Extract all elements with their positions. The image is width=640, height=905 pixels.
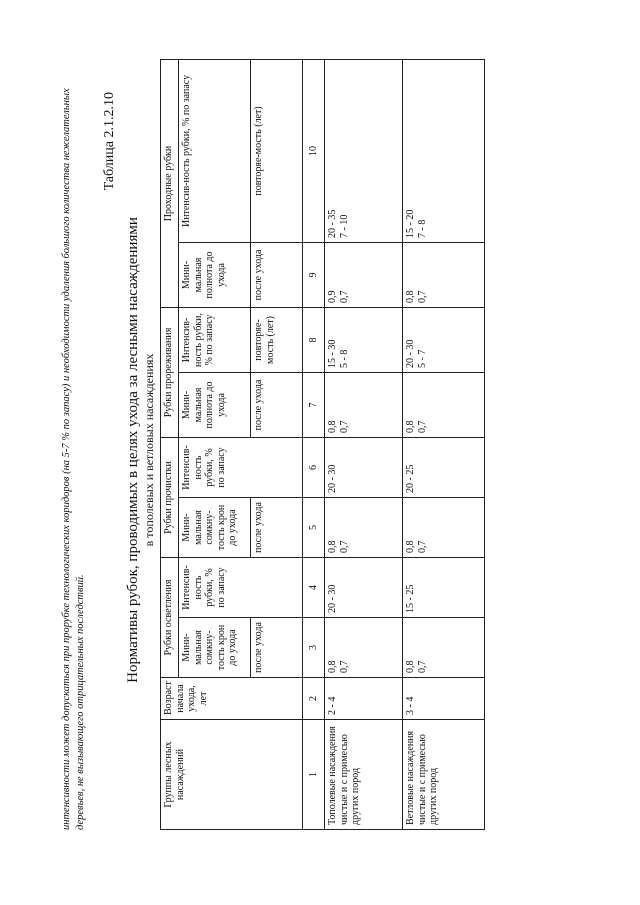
col-number: 4: [303, 558, 325, 618]
prored-after-header: после ухода: [251, 372, 303, 437]
cell-value: 0,8: [405, 540, 416, 553]
col-number: 2: [303, 678, 325, 720]
col-number: 5: [303, 498, 325, 558]
cell-value: 15 - 20: [405, 209, 416, 238]
cell-value: 0,8: [327, 420, 338, 433]
row-age: 3 - 4: [403, 678, 485, 720]
cell-value: 15 - 30: [327, 339, 338, 368]
caption-subtitle: в тополевых и ветловых насаждениях: [142, 353, 156, 547]
cell-value: 7 - 10: [338, 214, 350, 238]
osv-after-header: после ухода: [251, 618, 303, 678]
cell-pair: [403, 59, 485, 242]
cell-pair: [325, 498, 403, 558]
col-number: 9: [303, 242, 325, 307]
row-group-name: Ветловые насаждения чистые и с примесью других пород: [403, 720, 485, 830]
cell-value: 0,7: [338, 420, 350, 433]
cell-value: 0,7: [416, 420, 428, 433]
cell-value: 0,7: [338, 290, 350, 303]
cell-value: 20 - 30: [325, 558, 403, 618]
col-number: 3: [303, 618, 325, 678]
caption-title: Нормативы рубок, проводимых в целях ухода за лесными насаждениями: [125, 217, 141, 683]
prohod-rep-header: повторяе-мость (лет): [251, 59, 303, 242]
table-label: Таблица 2.1.2.10: [102, 92, 117, 191]
osv-min-header: Мини-мальная сомкну-тость крон до ухода: [179, 618, 251, 678]
cell-pair: [325, 59, 403, 242]
cell-pair: [403, 372, 485, 437]
cell-pair: [325, 242, 403, 307]
table-row: [325, 59, 403, 829]
prohod-min-header: Мини-мальная полнота до ухода: [179, 242, 251, 307]
cell-value: 0,8: [405, 660, 416, 673]
cell-pair: [403, 618, 485, 678]
cell-value: 20 - 30: [405, 339, 416, 368]
cell-pair: [325, 618, 403, 678]
proch-min-header: Мини-мальная сомкну-тость крон до ухода: [179, 498, 251, 558]
age-header: Возраст начала ухода, лет: [161, 678, 303, 720]
col-number: 8: [303, 307, 325, 372]
proch-int-header: Интенсив-ность рубки, % по запасу: [179, 437, 303, 497]
cell-value: 0,7: [416, 660, 428, 673]
prohod-after-header: после ухода: [251, 242, 303, 307]
cell-pair: [325, 372, 403, 437]
prohod-int-header: Интенсив-ность рубки, % по запасу: [179, 59, 251, 242]
row-group-name: Тополевые насаждения чистые и с примесью других пород: [325, 720, 403, 830]
cell-value: 20 - 30: [325, 437, 403, 497]
group-header: Группы лесных насаждений: [161, 720, 303, 830]
col-number: 1: [303, 720, 325, 830]
cell-value: 15 - 25: [403, 558, 485, 618]
row-age: 2 - 4: [325, 678, 403, 720]
col-number: 6: [303, 437, 325, 497]
col-number: 7: [303, 372, 325, 437]
cell-value: 5 - 8: [338, 349, 350, 368]
cell-value: 0,9: [327, 290, 338, 303]
table-row: [403, 59, 485, 829]
osv-int-header: Интенсив-ность рубки, % по запасу: [179, 558, 303, 618]
col-number: 10: [303, 59, 325, 242]
cell-value: 0,7: [338, 540, 350, 553]
cell-pair: [403, 307, 485, 372]
cell-value: 0,8: [405, 420, 416, 433]
prored-min-header: Мини-мальная полнота до ухода: [179, 372, 251, 437]
proch-after-header: после ухода: [251, 498, 303, 558]
category-header-osvetlenie: Рубки осветления: [161, 558, 179, 678]
prored-rep-header: повторяе-мость (лет): [251, 307, 303, 372]
cell-value: 5 - 7: [416, 349, 428, 368]
intro-paragraph: интенсивности может допускаться при прорубке технологических коридоров (на 5-7 % по запасу) и необходимости удаления большого количества нежелательных деревьев, не вызывающего отрицательных последствий.: [61, 88, 86, 830]
table-caption: [124, 75, 156, 825]
cell-value: 0,8: [327, 660, 338, 673]
column-number-row: [303, 59, 325, 829]
cell-pair: [403, 242, 485, 307]
cell-value: 0,7: [416, 290, 428, 303]
cell-value: 0,7: [416, 540, 428, 553]
cell-pair: [325, 307, 403, 372]
cell-value: 0,8: [405, 290, 416, 303]
category-header-prorezhivanie: Рубки прореживания: [161, 307, 179, 437]
prored-int-header: Интенсив-ность рубки, % по запасу: [179, 307, 251, 372]
cell-value: 20 - 25: [403, 437, 485, 497]
cell-value: 0,8: [327, 540, 338, 553]
cell-value: 7 - 8: [416, 219, 428, 238]
category-header-prochistka: Рубки прочистки: [161, 437, 179, 557]
category-header-prohodnye: Проходные рубки: [161, 59, 179, 307]
cell-value: 20 - 35: [327, 209, 338, 238]
cell-value: 0,7: [338, 660, 350, 673]
header-row-categories: [161, 59, 179, 829]
cell-pair: [403, 498, 485, 558]
norms-table: [160, 59, 485, 830]
